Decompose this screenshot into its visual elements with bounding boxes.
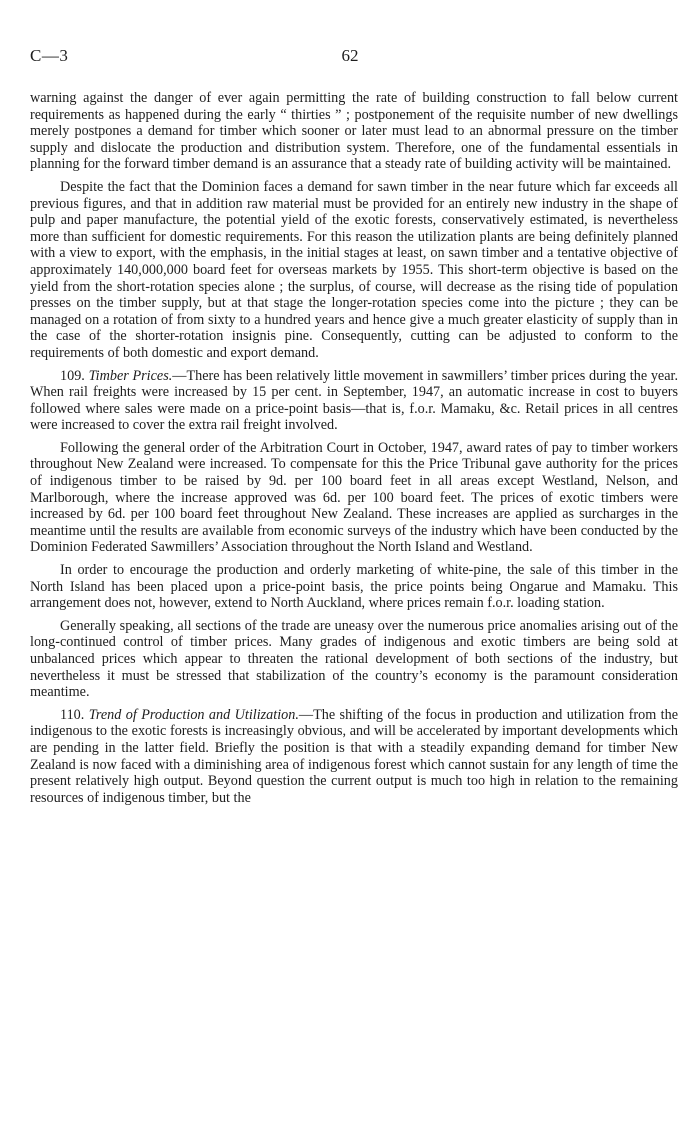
paragraph: [30, 562, 678, 612]
section-110-paragraph: [30, 707, 678, 807]
paragraph-text: —The shifting of the focus in production and utilization from the indigenous to the exotic forests is increasingly obvious, and will be accelerated by important developments which are pending in the latter field. Briefly the position is that with a steadily expanding demand for timber New Zealand is now faced with a diminishing area of indigenous forest which cannot sustain for any length of time the present relatively high output. Beyond question the current output is much too high in relation to the remaining resources of indigenous timber, but the: [30, 706, 679, 806]
paragraph-text: warning against the danger of ever again permitting the rate of building construction to fall below current requirements as happened during the early “ thirties ” ; postponement of the requisite number of new dwellings merely postpones a demand for timber which sooner or later must lead to an abnormal pressure on the timber supply and dislocate the production and distribution system. Therefore, one of the fundamental essentials in planning for the forward timber demand is an assurance that a steady rate of building activity will be maintained.: [30, 90, 678, 173]
page-header: [30, 46, 670, 68]
paragraph-text: In order to encourage the production and orderly marketing of white-pine, the sale of this timber in the North Island has been placed upon a price-point basis, the price points being Ongarue and Mamaku. This arrangement does not, however, extend to North Auckland, where prices remain f.o.r. loading station.: [30, 562, 678, 612]
paragraph-text: Following the general order of the Arbitration Court in October, 1947, award rates of pay to timber workers throughout New Zealand were increased. To compensate for this the Price Tribunal gave authority for the prices of indigenous timber to be raised by 9d. per 100 board feet in all areas except Westland, Nelson, and Marlborough, where the increase approved was 6d. per 100 board feet. The prices of exotic timbers were increased by 6d. per 100 board feet throughout New Zealand. These increases are applied as surcharges in the meantime until the results are available from economic surveys of the industry which have been conducted by the Dominion Federated Sawmillers’ Association throughout the North Island and Westland.: [30, 439, 678, 556]
section-109-paragraph: [30, 368, 678, 434]
paragraph-text: —There has been relatively little movement in sawmillers’ timber prices during the year. When rail freights were increased by 15 per cent. in September, 1947, an automatic increase in cost to buyers followed where sales were made on a price-point basis—that is, f.o.r. Mamaku, &c. Retail prices in all centres were increased to cover the extra rail freight involved.: [30, 367, 679, 434]
page-number: 62: [341, 46, 359, 65]
paragraph-text: Generally speaking, all sections of the trade are uneasy over the numerous price anomalies arising out of the long-continued control of timber prices. Many grades of indigenous and exotic timbers are being sold at unbalanced prices which appear to threaten the rational development of both sections of the industry, but nevertheless it must be stressed that stabilization of the country’s economy is the paramount consideration meantime.: [30, 617, 678, 701]
section-title: Trend of Production and Utilization.: [88, 706, 299, 723]
section-number: 110.: [60, 706, 85, 723]
document-code: C—3: [30, 46, 69, 65]
paragraph: [30, 618, 678, 701]
document-body: [30, 90, 678, 812]
paragraph: [30, 440, 678, 556]
section-number: 109.: [60, 367, 85, 384]
paragraph-text: Despite the fact that the Dominion faces a demand for sawn timber in the near future which far exceeds all previous figures, and that in addition raw material must be provided for an entirely new industry in the shape of pulp and paper manufacture, the potential yield of the exotic forests, conservatively estimated, is nevertheless more than sufficient for domestic requirements. For this reason the utilization plants are being definitely planned with a view to export, with the emphasis, in the initial stages at least, on sawn timber and a tentative objective of approximately 140,000,000 board feet for overseas markets by 1955. This short-term objective is based on the yield from the short-rotation species alone ; the surplus, of course, will decrease as the rising tide of population presses on the timber supply, but at that stage the longer-rotation species come into the picture ; they can be managed on a rotation of from sixty to a hundred years and hence give a much greater elasticity of supply than in the case of the shorter-rotation insignis pine. Consequently, cutting can be adjusted to conform to the requirements of both domestic and export demand.: [30, 178, 678, 361]
section-title: Timber Prices.: [88, 367, 173, 384]
paragraph: [30, 179, 678, 362]
paragraph-continued: [30, 90, 678, 173]
